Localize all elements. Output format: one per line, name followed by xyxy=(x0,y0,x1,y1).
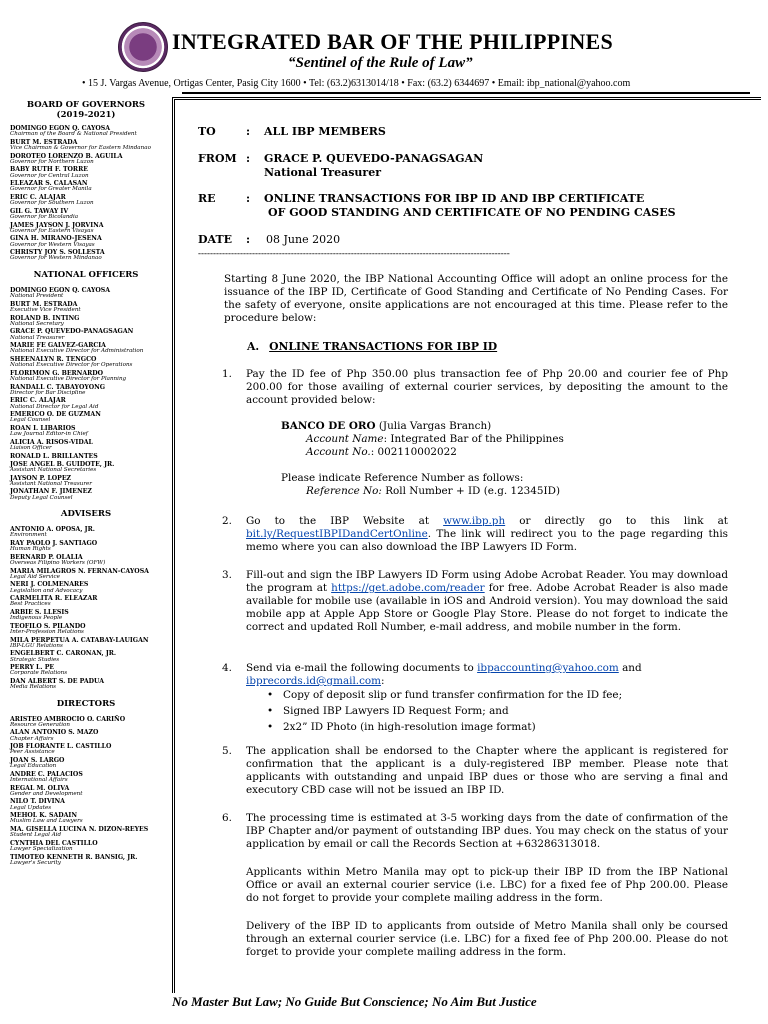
sidebar-person xyxy=(10,582,162,594)
person-role: Governor for Western Mindanao xyxy=(10,255,102,262)
person-role: Governor for Greater Manila xyxy=(10,186,92,193)
item5-text: The application shall be endorsed to the Chapter where the applicant is registered for confirmation that the applicant is a duly-registered IBP member. Please note that applicants with outstanding and unpaid IBP dues or those who are serving a final and executory CBD case will not be issued an IBP ID. xyxy=(246,745,728,797)
sidebar-person xyxy=(10,250,162,262)
header-rule xyxy=(182,92,750,94)
person-name: MA. GISELLA LUCINA N. DIZON-REYES xyxy=(10,826,149,834)
sidebar-person xyxy=(10,316,162,328)
sidebar-person xyxy=(10,236,162,248)
person-role: Inter-Profession Relations xyxy=(10,628,84,635)
sidebar-person xyxy=(10,302,162,314)
person-name: BURT M. ESTRADA xyxy=(10,138,78,146)
person-role: International Affairs xyxy=(10,777,68,784)
sidebar-person xyxy=(10,412,162,424)
person-name: PERRY L. PE xyxy=(10,664,55,672)
person-name: JAMES JAYSON J. JORVINA xyxy=(10,221,104,229)
sidebar-person xyxy=(10,744,162,756)
sidebar-person xyxy=(10,596,162,608)
person-name: RANDALL C. TABAYOYONG xyxy=(10,383,106,391)
officers-heading: NATIONAL OFFICERS xyxy=(33,269,139,280)
sidebar-person xyxy=(10,385,162,397)
person-name: ARISTEO AMBROCIO O. CARIÑO xyxy=(10,715,126,723)
person-role: National Executive Director for Operations xyxy=(10,362,133,369)
sidebar-person xyxy=(10,813,162,825)
adobe-reader-link[interactable]: https://get.adobe.com/reader xyxy=(331,582,485,595)
person-role: Assistant National Treasurer xyxy=(10,480,92,487)
section-a-heading: A. ONLINE TRANSACTIONS FOR IBP ID xyxy=(247,340,498,353)
person-role: Governor for Eastern Visayas xyxy=(10,227,94,234)
metro-manila-paragraph: Applicants within Metro Manila may opt to pick-up their IBP ID from the IBP National Office or avail an external courier service (i.e. LBC) for a fixed fee of Php 200.00. Please do not forget to provide your complete mailing address in the form. xyxy=(246,866,728,905)
person-role: Gender and Development xyxy=(10,790,83,797)
person-name: BERNARD P. OLALIA xyxy=(10,553,83,561)
bullet-1: • Copy of deposit slip or fund transfer confirmation for the ID fee; xyxy=(267,689,623,701)
person-role: Media Relations xyxy=(10,684,57,691)
person-name: MARIE FE GALVEZ-GARCIA xyxy=(10,342,106,350)
sidebar-person xyxy=(10,758,162,770)
person-role: Muslim Law and Lawyers xyxy=(10,818,83,825)
request-form-link[interactable]: bit.ly/RequestIBPIDandCertOnline xyxy=(246,528,428,541)
person-name: ANDRE C. PALACIOS xyxy=(10,770,83,778)
sidebar-person xyxy=(10,329,162,341)
outside-metro-paragraph: Delivery of the IBP ID to applicants from outside of Metro Manila shall only be coursed through an external courier service (i.e. LBC) for a fixed fee of Php 200.00. Please do not forget to provide your complete mailing address in the form. xyxy=(246,920,728,959)
person-name: BURT M. ESTRADA xyxy=(10,300,78,308)
person-name: TIMOTEO KENNETH R. BANSIG, JR. xyxy=(10,853,138,861)
person-role: Environment xyxy=(10,532,47,539)
person-role: Legal Updates xyxy=(10,804,52,811)
sidebar xyxy=(10,100,162,868)
person-role: IBP-LGU Relations xyxy=(10,642,63,649)
person-role: Governor for Southern Luzon xyxy=(10,200,94,207)
person-name: BABY RUTH F. TORRE xyxy=(10,166,88,174)
sidebar-person xyxy=(10,223,162,235)
sidebar-person xyxy=(10,610,162,622)
sidebar-person xyxy=(10,288,162,300)
sidebar-person xyxy=(10,541,162,553)
sidebar-person xyxy=(10,371,162,383)
person-role: Governor for Central Luzon xyxy=(10,172,89,179)
sidebar-person xyxy=(10,398,162,410)
board-heading: BOARD OF GOVERNORS (2019-2021) xyxy=(26,100,146,120)
sidebar-person xyxy=(10,555,162,567)
footer-tagline: No Master But Law; No Guide But Conscience; No Aim But Justice xyxy=(172,994,537,1009)
item1-number: 1. xyxy=(222,368,232,380)
person-role: Vice Chairman & Governor for Eastern Mindanao xyxy=(10,145,151,151)
person-role: Indigenous People xyxy=(10,615,63,622)
sidebar-person xyxy=(10,665,162,677)
sidebar-person xyxy=(10,181,162,193)
person-name: FLORIMON G. BERNARDO xyxy=(10,369,104,377)
person-name: DOMINGO EGON Q. CAYOSA xyxy=(10,125,111,132)
memo-re-line1: ONLINE TRANSACTIONS FOR IBP ID AND IBP CERTIFICATE xyxy=(264,192,645,205)
person-name: NILO T. DIVINA xyxy=(10,798,65,806)
person-role: Lawyer's Security xyxy=(10,859,61,866)
item2-number: 2. xyxy=(222,515,232,527)
person-role: Governor for Western Visayas xyxy=(10,241,95,248)
sidebar-person xyxy=(10,140,162,152)
person-name: JONATHAN F. JIMENEZ xyxy=(10,488,92,496)
person-name: DAN ALBERT S. DE PADUA xyxy=(10,677,105,685)
sidebar-person xyxy=(10,730,162,742)
sidebar-person xyxy=(10,638,162,650)
sidebar-person xyxy=(10,651,162,663)
person-name: GRACE P. QUEVEDO-PANAGSAGAN xyxy=(10,328,134,336)
ibp-website-link[interactable]: www.ibp.ph xyxy=(443,515,506,527)
sidebar-person xyxy=(10,679,162,691)
sidebar-person xyxy=(10,799,162,811)
person-role: Executive Vice President xyxy=(10,306,81,313)
item6-text: The processing time is estimated at 3-5 working days from the date of confirmation of the IBP Chapter and/or payment of outstanding IBP dues. You may check on the status of your application by email or call the Records Section at +63286313018. xyxy=(246,812,728,851)
bullet-3: • 2x2” ID Photo (in high-resolution image format) xyxy=(267,721,536,733)
person-name: DOMINGO EGON Q. CAYOSA xyxy=(10,286,111,294)
sidebar-person xyxy=(10,476,162,488)
person-name: ALAN ANTONIO S. MAZO xyxy=(10,729,99,737)
memo-from-value: GRACE P. QUEVEDO-PANAGSAGAN xyxy=(264,152,484,165)
person-role: Student Legal Aid xyxy=(10,832,62,839)
item1-text: Pay the ID fee of Php 350.00 plus transaction fee of Php 20.00 and courier fee of Php 200.00 for those availing of external courier services, by depositing the amount to the account provided below: xyxy=(246,368,728,407)
person-name: MARIA MILAGROS N. FERNAN-CAYOSA xyxy=(10,567,149,575)
person-name: ROAN I. LIBARIOS xyxy=(10,424,76,432)
person-name: ERIC C. ALAJAR xyxy=(10,397,66,405)
person-role: Chairman of the Board & National President xyxy=(10,131,137,138)
person-role: Governor for Bicolandia xyxy=(10,213,79,220)
item6-number: 6. xyxy=(222,812,232,824)
contact-address: • 15 J. Vargas Avenue, Ortigas Center, Pasig City 1600 • Tel: (63.2)6313014/18 • Fax: (63.2) 6344697 • Email: ibp_national@yahoo.com xyxy=(82,78,631,89)
person-role: Assistant National Secretaries xyxy=(10,466,97,473)
person-role: Best Practices xyxy=(10,601,51,608)
bank-details: BANCO DE ORO (Julia Vargas Branch) Account Name: Integrated Bar of the Philippines Account No.: 002110002022 Please indicate Reference Number as follows: Reference No: Roll Number + ID (e.g. 12345ID) xyxy=(281,420,564,498)
motto: “Sentinel of the Rule of Law” xyxy=(288,55,473,71)
advisers-list xyxy=(10,527,162,691)
sidebar-person xyxy=(10,154,162,166)
person-role: Human Rights xyxy=(10,546,51,553)
sidebar-person xyxy=(10,786,162,798)
person-name: ENGELBERT C. CARONAN, JR. xyxy=(10,650,117,658)
person-role: Governor for Northern Luzon xyxy=(10,158,94,165)
item2-text: Go to the IBP Website at www.ibp.ph or directly go to this link at bit.ly/RequestIBPIDandCertOnline. The link will redirect you to the page regarding this memo where you can also download the IBP Lawyers ID Form. xyxy=(246,515,728,554)
person-name: JOSE ANGEL B. GUIDOTE, JR. xyxy=(10,460,115,468)
memo-date-value: 08 June 2020 xyxy=(266,233,341,246)
item3-number: 3. xyxy=(222,569,232,581)
sidebar-person xyxy=(10,195,162,207)
intro-paragraph: Starting 8 June 2020, the IBP National Accounting Office will adopt an online process for the issuance of the IBP ID, Certificate of Good Standing and Certificate of No Pending Cases. For the safety of everyone, onsite applications are not encouraged at this time. Please refer to the procedure below: xyxy=(224,273,728,325)
sidebar-person xyxy=(10,426,162,438)
person-role: Overseas Filipino Workers (OFW) xyxy=(10,559,106,566)
person-role: Legal Aid Service xyxy=(10,573,60,580)
person-name: GINA H. MIRANO-JESENA xyxy=(10,235,102,243)
person-name: MILA PERPETUA A. CATABAY-LAUIGAN xyxy=(10,636,149,644)
person-role: Liaison Officer xyxy=(10,444,52,451)
person-name: RONALD L. BRILLANTES xyxy=(10,452,98,460)
board-list xyxy=(10,126,162,262)
sidebar-person xyxy=(10,126,162,138)
ibp-seal-logo xyxy=(118,22,168,72)
person-role: National Executive Director for Planning xyxy=(10,375,127,382)
records-email-link[interactable]: ibprecords.id@gmail.com xyxy=(246,675,382,688)
sidebar-person xyxy=(10,841,162,853)
person-role: National Treasurer xyxy=(10,334,65,341)
person-role: Legal Education xyxy=(10,763,57,770)
person-role: Deputy Legal Counsel xyxy=(10,494,73,501)
person-name: ALICIA A. RISOS-VIDAL xyxy=(10,438,93,446)
person-role: Law Journal Editor-in Chief xyxy=(10,431,88,438)
person-role: National Executive Director for Administration xyxy=(10,348,144,355)
person-role: Chapter Affairs xyxy=(10,735,54,742)
sidebar-person xyxy=(10,167,162,179)
sidebar-person xyxy=(10,827,162,839)
person-name: RAY PAOLO J. SANTIAGO xyxy=(10,539,98,547)
person-name: ANTONIO A. OPOSA, JR. xyxy=(10,526,95,534)
sidebar-person xyxy=(10,454,162,460)
bullet-2: • Signed IBP Lawyers ID Request Form; and xyxy=(267,705,509,717)
person-name: DOROTEO LORENZO B. AGUILA xyxy=(10,152,123,160)
sidebar-person xyxy=(10,357,162,369)
directors-heading: DIRECTORS xyxy=(56,698,116,709)
person-name: NERI J. COLMENARES xyxy=(10,581,89,589)
person-name: JOB FLORANTE L. CASTILLO xyxy=(10,743,112,751)
memo-divider: -------------------------------------------------------------------------------------------------------- xyxy=(198,248,510,258)
item5-number: 5. xyxy=(222,745,232,757)
accounting-email-link[interactable]: ibpaccounting@yahoo.com xyxy=(477,662,619,674)
person-name: JOAN S. LARGO xyxy=(10,757,65,765)
page-title: INTEGRATED BAR OF THE PHILIPPINES xyxy=(172,29,614,54)
sidebar-person xyxy=(10,569,162,581)
sidebar-person xyxy=(10,527,162,539)
person-role: National Director for Legal Aid xyxy=(10,403,99,410)
person-name: ELEAZAR S. CALASAN xyxy=(10,180,88,188)
person-name: CHRISTY JOY S. SOLLESTA xyxy=(10,249,105,257)
directors-list xyxy=(10,717,162,867)
person-role: Strategic Studies xyxy=(10,656,60,663)
person-name: SHEENALYN R. TENGCO xyxy=(10,355,97,363)
sidebar-person xyxy=(10,624,162,636)
person-role: Peer Assistance xyxy=(10,749,55,756)
advisers-heading: ADVISERS xyxy=(60,509,112,520)
sidebar-person xyxy=(10,855,162,867)
person-role: National Secretary xyxy=(10,320,64,327)
item4-text: Send via e-mail the following documents to ibpaccounting@yahoo.com and ibprecords.id@gmail.com: xyxy=(246,662,642,688)
memo-to-value: ALL IBP MEMBERS xyxy=(264,125,386,138)
person-name: GIL G. TAWAY IV xyxy=(10,207,69,215)
person-role: National President xyxy=(10,293,64,300)
person-name: CARMELITA R. ELEAZAR xyxy=(10,595,98,603)
sidebar-person xyxy=(10,209,162,221)
person-name: CYNTHIA DEL CASTILLO xyxy=(10,839,98,847)
sidebar-person xyxy=(10,440,162,452)
person-role: Resource Generation xyxy=(10,721,70,728)
person-name: MEHOL K. SADAIN xyxy=(10,812,77,820)
item4-number: 4. xyxy=(222,662,232,674)
person-name: REGAL M. OLIVA xyxy=(10,784,70,792)
item3-text: Fill-out and sign the IBP Lawyers ID Form using Adobe Acrobat Reader. You may download the program at https://get.adobe.com/reader for free. Adobe Acrobat Reader is also made available for mobile use (available in iOS and Android version). You may download the said mobile app at Apple App Store or Google Play Store. Please do not forget to indicate the correct and updated Roll Number, e-mail address, and mobile number in the form. xyxy=(246,569,728,634)
person-role: Director for Bar Discipline xyxy=(10,389,86,396)
person-role: Lawyer Specialization xyxy=(10,846,73,853)
sidebar-person xyxy=(10,772,162,784)
person-role: Legislation and Advocacy xyxy=(10,587,83,594)
person-name: ERIC C. ALAJAR xyxy=(10,193,66,201)
person-name: ROLAND B. INTING xyxy=(10,314,80,322)
sidebar-person xyxy=(10,343,162,355)
person-name: ARBIE S. LLESIS xyxy=(10,608,69,616)
person-role: Corporate Relations xyxy=(10,670,68,677)
sidebar-person xyxy=(10,489,162,501)
officers-list xyxy=(10,288,162,501)
memo-from-title: National Treasurer xyxy=(264,166,381,179)
person-name: EMERICO O. DE GUZMAN xyxy=(10,411,101,419)
memo-re-line2: OF GOOD STANDING AND CERTIFICATE OF NO PENDING CASES xyxy=(268,206,676,219)
person-name: TEOFILO S. PILANDO xyxy=(10,622,86,630)
person-name: JAYSON P. LOPEZ xyxy=(10,474,72,482)
person-role: Legal Counsel xyxy=(10,417,51,424)
sidebar-person xyxy=(10,717,162,729)
sidebar-person xyxy=(10,462,162,474)
